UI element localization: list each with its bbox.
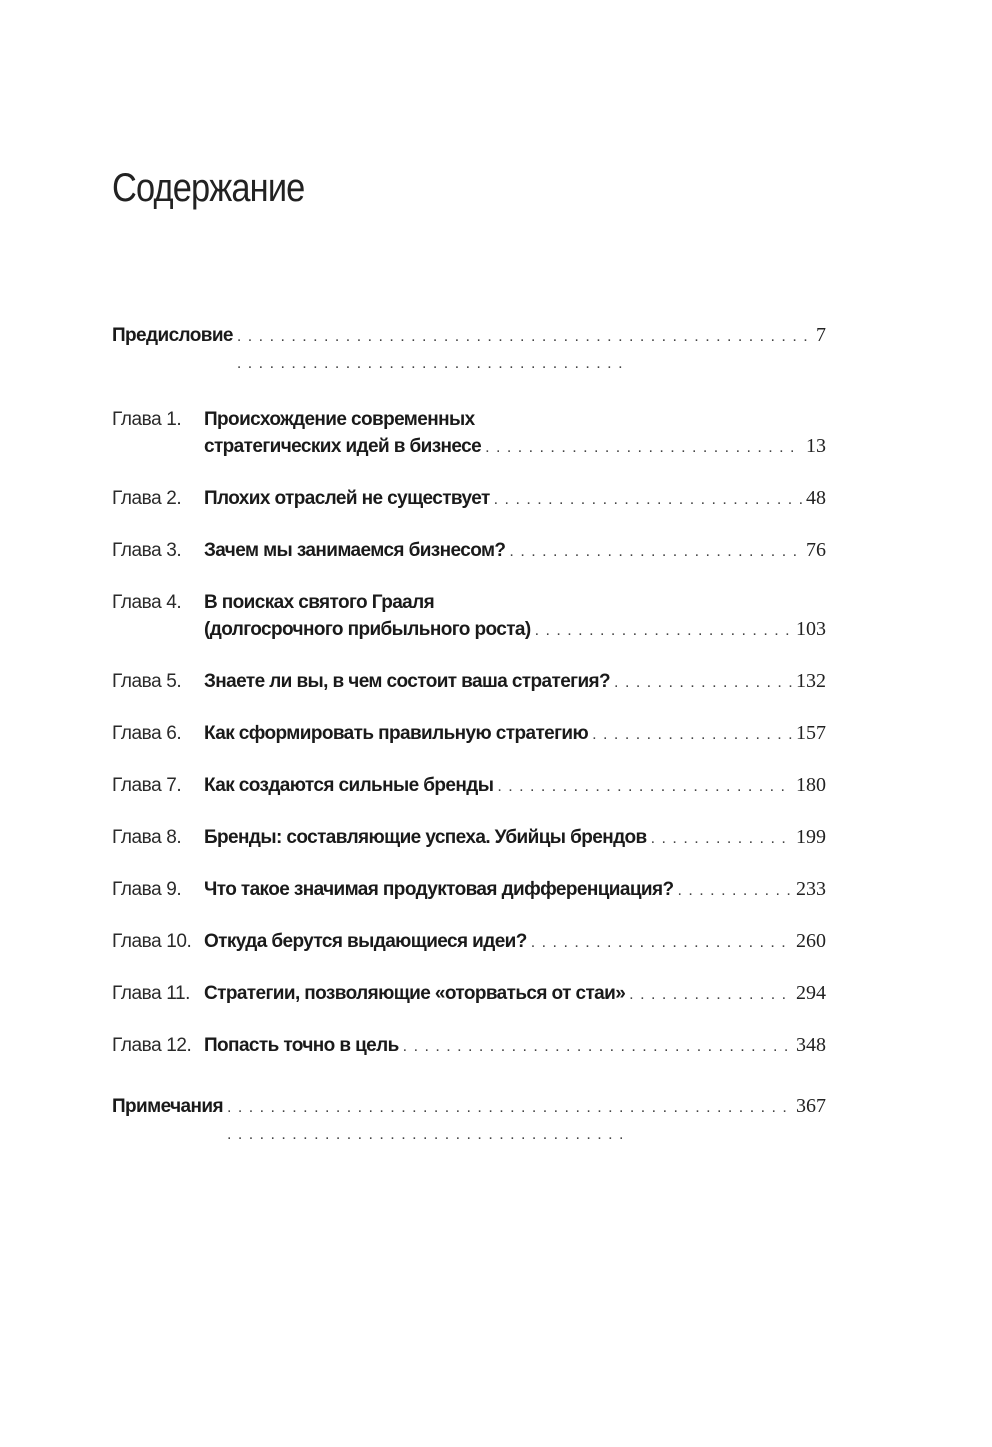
dot-leader [531,929,792,956]
toc-entry-chapter-10[interactable] [112,928,826,956]
dot-leader [509,538,802,565]
toc-page-number: 260 [796,930,826,952]
toc-entry-chapter-5[interactable] [112,668,826,696]
toc-page-number: 13 [806,435,826,457]
page-title: Содержание [112,166,305,210]
dot-leader [592,721,792,748]
chapter-number: Глава 8. [112,827,182,848]
dot-leader [614,669,792,696]
toc-page-number: 367 [796,1095,826,1117]
toc-entry-title-line: Бренды: составляющие успеха. Убийцы брендов [204,827,647,848]
toc-entry-title-line: Что такое значимая продуктовая дифференциация? [204,879,674,900]
toc-page-number: 294 [796,982,826,1004]
chapter-number: Глава 11. [112,983,191,1004]
dot-leader [629,981,792,1008]
chapter-number: Глава 6. [112,723,182,744]
dot-leader [535,617,792,644]
toc-entry-notes[interactable] [112,1093,826,1148]
toc-entry-title-line: Откуда берутся выдающиеся идеи? [204,931,527,952]
dot-leader [497,773,792,800]
dot-leader [651,825,792,852]
chapter-number: Глава 3. [112,540,182,561]
dot-leader [227,1094,792,1148]
chapter-number: Глава 1. [112,409,182,430]
toc-entry-chapter-2[interactable] [112,485,826,513]
chapter-number: Глава 9. [112,879,182,900]
chapter-number: Глава 7. [112,775,182,796]
toc-entry-title-line: Как создаются сильные бренды [204,775,494,796]
toc-entry-title-line: стратегических идей в бизнесе [204,436,482,457]
chapter-number: Глава 12. [112,1035,192,1056]
toc-entry-chapter-11[interactable] [112,980,826,1008]
toc-entry-title-line: Стратегии, позволяющие «оторваться от стаи» [204,983,626,1004]
dot-leader [494,486,802,513]
dot-leader [237,323,812,377]
toc-entry-chapter-7[interactable] [112,772,826,800]
toc-entry-title-line: Происхождение современных [204,409,475,430]
toc-page-number: 132 [796,670,826,692]
toc-entry-chapter-3[interactable] [112,537,826,565]
chapter-number: Глава 2. [112,488,182,509]
toc-page-number: 233 [796,878,826,900]
toc-page-number: 199 [796,826,826,848]
toc-page-number: 48 [806,487,826,509]
table-of-contents [112,322,826,1148]
dot-leader [403,1033,792,1060]
toc-entry-title-line: Знаете ли вы, в чем состоит ваша стратегия? [204,671,611,692]
toc-page-number: 103 [796,618,826,640]
toc-page-number: 7 [816,324,826,346]
dot-leader [485,434,802,461]
dot-leader [678,877,793,904]
toc-entry-title-line: (долгосрочного прибыльного роста) [204,619,531,640]
toc-entry-chapter-12[interactable] [112,1032,826,1060]
chapter-number: Глава 5. [112,671,182,692]
toc-entry-title-line: Плохих отраслей не существует [204,488,490,509]
toc-page-number: 348 [796,1034,826,1056]
toc-entry-preface[interactable] [112,322,826,377]
toc-entry-title: Примечания [112,1096,223,1117]
toc-page-number: 76 [806,539,826,561]
toc-entry-chapter-4[interactable] [112,589,826,644]
toc-entry-title: Предисловие [112,325,233,346]
toc-entry-chapter-9[interactable] [112,876,826,904]
chapter-number: Глава 4. [112,592,182,613]
toc-page-number: 180 [796,774,826,796]
toc-entry-chapter-1[interactable] [112,406,826,461]
toc-entry-title-line: Как сформировать правильную стратегию [204,723,589,744]
toc-entry-title-line: Попасть точно в цель [204,1035,399,1056]
toc-entry-title-line: Зачем мы занимаемся бизнесом? [204,540,506,561]
toc-entry-chapter-6[interactable] [112,720,826,748]
toc-entry-chapter-8[interactable] [112,824,826,852]
toc-page-number: 157 [796,722,826,744]
toc-entry-title-line: В поисках святого Грааля [204,592,435,613]
chapter-number: Глава 10. [112,931,192,952]
